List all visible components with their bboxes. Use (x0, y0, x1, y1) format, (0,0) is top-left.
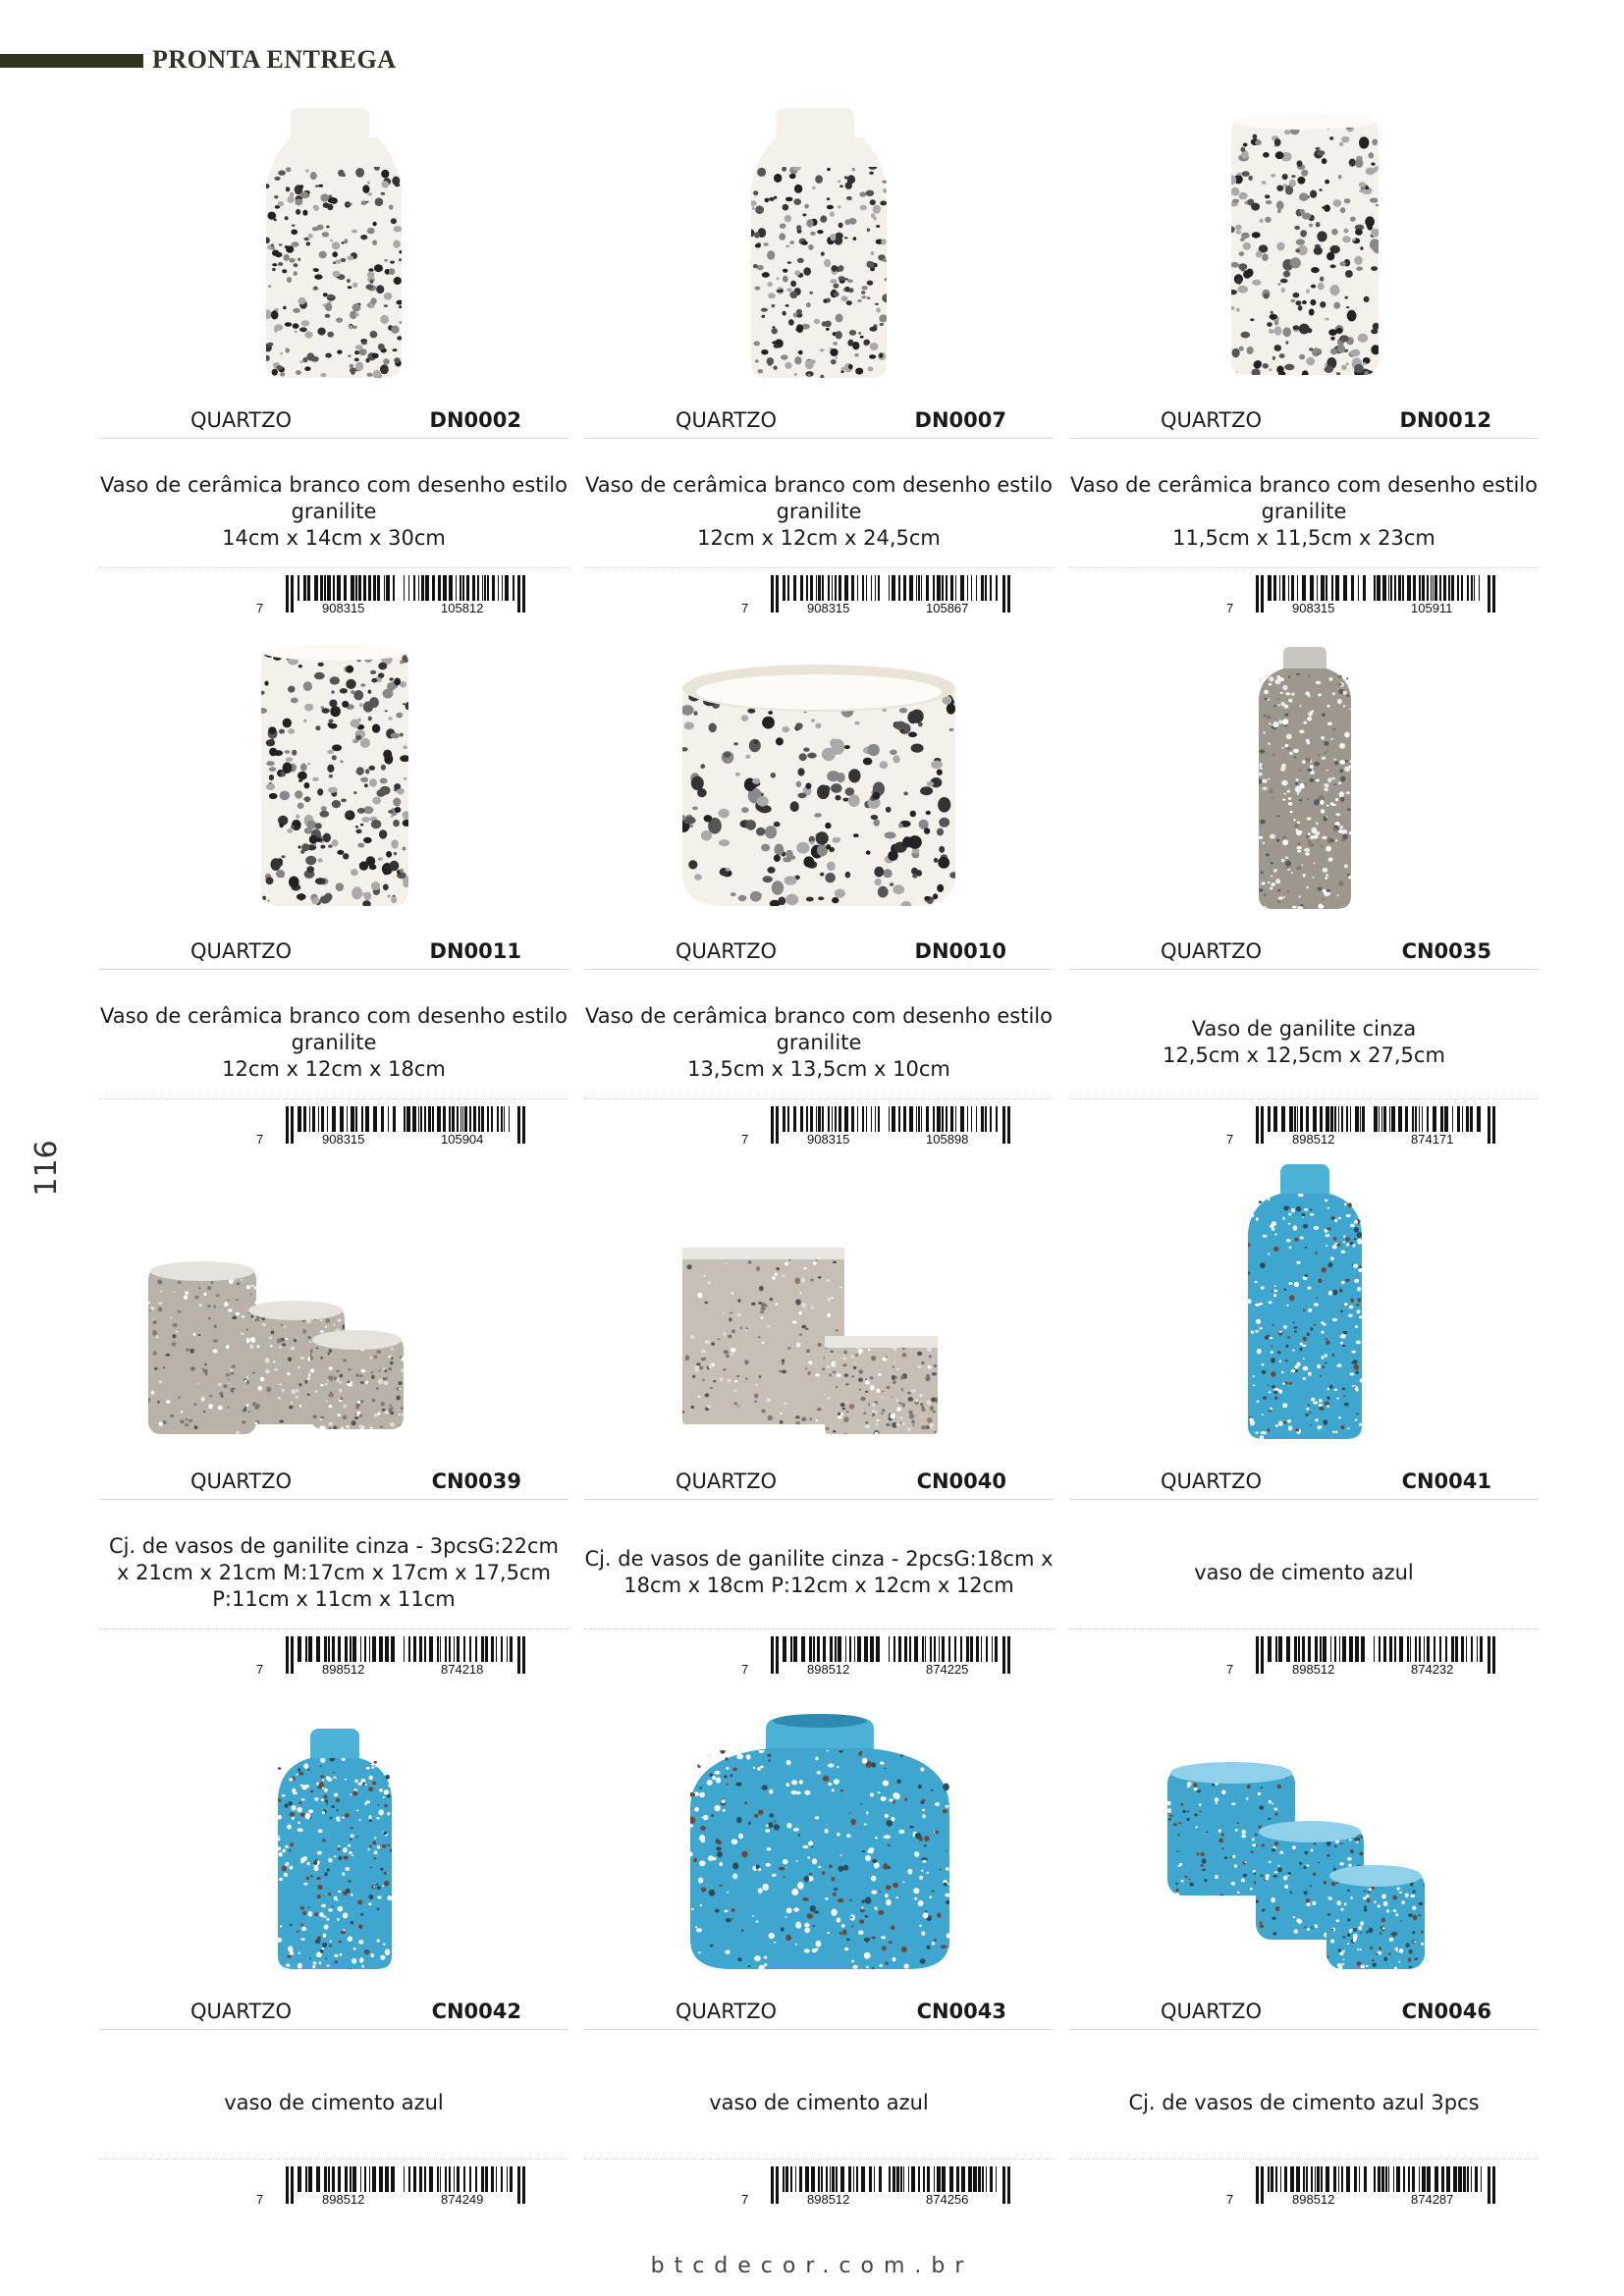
product-card (584, 629, 1054, 1159)
product-brand: QUARTZO (676, 408, 778, 432)
barcode-mid-digits: 898512 (807, 2192, 850, 2207)
product-card (1069, 1159, 1539, 1689)
barcode-mid-digits: 898512 (1292, 1132, 1335, 1147)
product-image (1069, 629, 1539, 924)
product-description: vaso de cimento azul (709, 2090, 929, 2114)
product-code: CN0041 (1401, 1469, 1491, 1493)
barcode-prefix-digits: 7 (1226, 2192, 1234, 2207)
product-code: DN0007 (914, 408, 1006, 432)
barcode-prefix-digits: 7 (741, 601, 749, 615)
divider (99, 1098, 568, 1099)
product-image (99, 98, 568, 393)
header-accent-bar (0, 54, 143, 68)
product-brand: QUARTZO (190, 2000, 293, 2023)
product-meta (584, 2000, 1054, 2030)
product-card (1069, 98, 1539, 628)
barcode-end-digits: 874249 (441, 2192, 484, 2207)
blue-terrazzo-pot-set-icon (1069, 1689, 1539, 1984)
tall-white-terrazzo-vase-icon (584, 98, 1054, 393)
white-terrazzo-cylinder-icon (1069, 98, 1539, 393)
product-code: DN0012 (1399, 408, 1491, 432)
product-card (99, 1689, 568, 2219)
barcode-end-digits: 874287 (1411, 2192, 1454, 2207)
barcode-prefix-digits: 7 (256, 1132, 264, 1147)
barcode-end-digits: 105898 (926, 1132, 969, 1147)
product-image (1069, 98, 1539, 393)
product-description: vaso de cimento azul (1194, 1560, 1414, 1584)
product-code: CN0040 (916, 1469, 1006, 1493)
product-brand: QUARTZO (1161, 1469, 1263, 1493)
product-description: Vaso de cerâmica branco com desenho estilo granilite 12cm x 12cm x 18cm (100, 1003, 568, 1081)
barcode-bars (256, 1106, 551, 1146)
barcode-prefix-digits: 7 (256, 2192, 264, 2207)
barcode-bars (741, 1106, 1036, 1146)
product-description: Vaso de ganilite cinza 12,5cm x 12,5cm x 27,5cm (1163, 1017, 1445, 1067)
product-code: DN0002 (429, 408, 521, 432)
barcode-mid-digits: 898512 (1292, 2192, 1335, 2207)
barcode-end-digits: 874171 (1411, 1132, 1454, 1147)
white-terrazzo-cylinder-icon (99, 629, 568, 924)
product-description: Vaso de cerâmica branco com desenho estilo granilite 11,5cm x 11,5cm x 23cm (1070, 472, 1538, 550)
product-meta (1069, 408, 1539, 439)
product-image (584, 98, 1054, 393)
product-meta (99, 408, 568, 439)
barcode (256, 1636, 551, 1683)
product-description: vaso de cimento azul (224, 2090, 444, 2114)
product-card (1069, 1689, 1539, 2219)
barcode-bars (1226, 2166, 1521, 2206)
barcode (256, 1106, 551, 1153)
barcode-mid-digits: 908315 (807, 1132, 850, 1147)
barcode (1226, 1636, 1521, 1683)
barcode-bars (1226, 1636, 1521, 1676)
product-meta (99, 2000, 568, 2030)
product-description: Cj. de vasos de cimento azul 3pcs (1128, 2090, 1480, 2114)
divider (584, 567, 1054, 568)
barcode-end-digits: 105904 (441, 1132, 484, 1147)
product-brand: QUARTZO (1161, 408, 1263, 432)
barcode-bars (256, 2166, 551, 2206)
product-brand: QUARTZO (676, 1469, 778, 1493)
barcode-end-digits: 105867 (926, 601, 969, 615)
product-code: CN0046 (1401, 2000, 1491, 2023)
barcode-prefix-digits: 7 (1226, 1132, 1234, 1147)
product-brand: QUARTZO (1161, 2000, 1263, 2023)
barcode-mid-digits: 898512 (1292, 1662, 1335, 1677)
product-image (1069, 1159, 1539, 1454)
barcode-bars (256, 575, 551, 614)
product-meta (99, 939, 568, 970)
product-brand: QUARTZO (676, 2000, 778, 2023)
barcode-prefix-digits: 7 (741, 1662, 749, 1677)
product-description: Cj. de vasos de ganilite cinza - 2pcsG:18cm x 18cm x 18cm P:12cm x 12cm x 12cm (584, 1547, 1054, 1597)
barcode-end-digits: 874225 (926, 1662, 969, 1677)
product-card (99, 629, 568, 1159)
product-image (99, 629, 568, 924)
barcode (741, 1106, 1036, 1153)
divider (584, 2159, 1054, 2160)
barcode (741, 2166, 1036, 2214)
product-description: Vaso de cerâmica branco com desenho estilo granilite 13,5cm x 13,5cm x 10cm (585, 1003, 1053, 1081)
barcode-end-digits: 874232 (1411, 1662, 1454, 1677)
barcode (256, 575, 551, 622)
product-description: Cj. de vasos de ganilite cinza - 3pcsG:22cm x 21cm x 21cm M:17cm x 17cm x 17,5cm P:11cm x 11cm x 11cm (108, 1533, 559, 1611)
barcode (1226, 1106, 1521, 1153)
barcode-bars (1226, 575, 1521, 614)
product-description: Vaso de cerâmica branco com desenho estilo granilite 14cm x 14cm x 30cm (100, 472, 568, 550)
divider (1069, 1098, 1539, 1099)
product-code: DN0010 (914, 939, 1006, 963)
product-meta (584, 408, 1054, 439)
barcode-mid-digits: 898512 (807, 1662, 850, 1677)
divider (584, 1098, 1054, 1099)
blue-terrazzo-round-vase-icon (584, 1689, 1054, 1984)
product-code: CN0042 (431, 2000, 521, 2023)
divider (1069, 567, 1539, 568)
white-terrazzo-bowl-icon (584, 629, 1054, 924)
product-code: CN0039 (431, 1469, 521, 1493)
barcode-bars (741, 1636, 1036, 1676)
barcode-bars (1226, 1106, 1521, 1146)
barcode (741, 1636, 1036, 1683)
barcode (256, 2166, 551, 2214)
product-card (1069, 629, 1539, 1159)
divider (99, 567, 568, 568)
barcode-prefix-digits: 7 (741, 2192, 749, 2207)
barcode-end-digits: 874256 (926, 2192, 969, 2207)
product-meta (99, 1469, 568, 1500)
divider (99, 2159, 568, 2160)
product-code: DN0011 (429, 939, 521, 963)
barcode-end-digits: 874218 (441, 1662, 484, 1677)
barcode-prefix-digits: 7 (256, 1662, 264, 1677)
barcode (741, 575, 1036, 622)
product-description: Vaso de cerâmica branco com desenho estilo granilite 12cm x 12cm x 24,5cm (585, 472, 1053, 550)
page-number: 116 (29, 1140, 64, 1197)
tall-white-terrazzo-vase-icon (99, 98, 568, 393)
product-card (99, 98, 568, 628)
footer-url: btcdecor.com.br (650, 2254, 974, 2278)
product-meta (1069, 939, 1539, 970)
product-code: CN0043 (916, 2000, 1006, 2023)
product-card (584, 1689, 1054, 2219)
product-brand: QUARTZO (190, 939, 293, 963)
product-brand: QUARTZO (676, 939, 778, 963)
barcode-mid-digits: 908315 (807, 601, 850, 615)
product-meta (1069, 1469, 1539, 1500)
product-image (584, 629, 1054, 924)
product-image (584, 1159, 1054, 1454)
product-brand: QUARTZO (190, 408, 293, 432)
product-card (99, 1159, 568, 1689)
product-brand: QUARTZO (190, 1469, 293, 1493)
barcode-bars (741, 2166, 1036, 2206)
barcode-prefix-digits: 7 (1226, 1662, 1234, 1677)
barcode-mid-digits: 898512 (322, 1662, 365, 1677)
product-card (584, 1159, 1054, 1689)
product-image (99, 1159, 568, 1454)
grey-terrazzo-cube-set-icon (584, 1159, 1054, 1454)
product-meta (584, 1469, 1054, 1500)
barcode-prefix-digits: 7 (256, 601, 264, 615)
product-brand: QUARTZO (1161, 939, 1263, 963)
barcode-mid-digits: 898512 (322, 2192, 365, 2207)
product-image (584, 1689, 1054, 1984)
page-title: PRONTA ENTREGA (152, 45, 397, 74)
barcode-mid-digits: 908315 (1292, 601, 1335, 615)
grey-terrazzo-pot-set-icon (99, 1159, 568, 1454)
product-meta (1069, 2000, 1539, 2030)
product-code: CN0035 (1401, 939, 1491, 963)
blue-terrazzo-bottle-vase-short-icon (99, 1689, 568, 1984)
product-card (584, 98, 1054, 628)
divider (1069, 2159, 1539, 2160)
barcode-end-digits: 105911 (1411, 601, 1453, 615)
barcode-bars (741, 575, 1036, 614)
barcode-end-digits: 105812 (441, 601, 484, 615)
barcode-mid-digits: 908315 (322, 1132, 365, 1147)
product-meta (584, 939, 1054, 970)
blue-terrazzo-bottle-vase-icon (1069, 1159, 1539, 1454)
barcode (1226, 575, 1521, 622)
product-image (99, 1689, 568, 1984)
grey-terrazzo-bottle-vase-icon (1069, 629, 1539, 924)
barcode (1226, 2166, 1521, 2214)
barcode-bars (256, 1636, 551, 1676)
barcode-mid-digits: 908315 (322, 601, 365, 615)
barcode-prefix-digits: 7 (1226, 601, 1234, 615)
product-image (1069, 1689, 1539, 1984)
barcode-prefix-digits: 7 (741, 1132, 749, 1147)
